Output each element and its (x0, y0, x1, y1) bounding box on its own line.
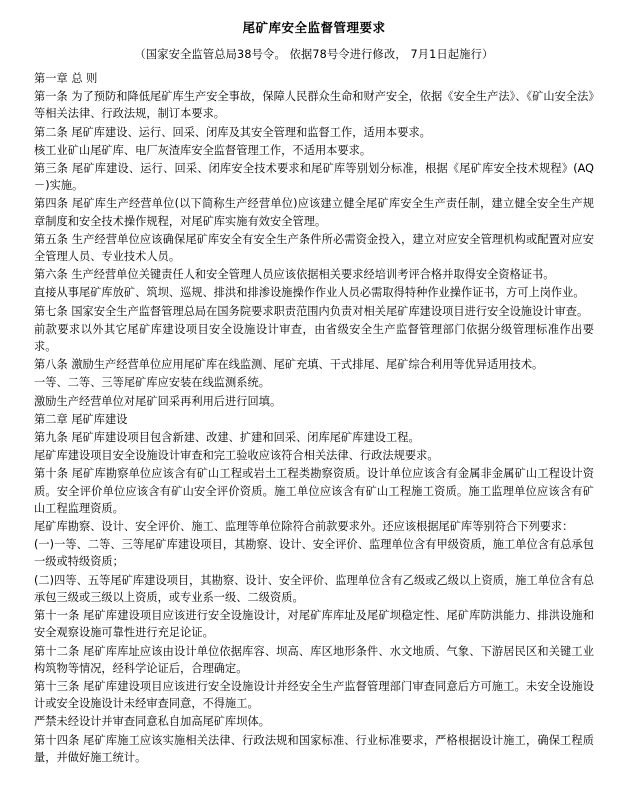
paragraph: (一)一等、二等、三等尾矿库建设项目，其勘察、设计、安全评价、监理单位含有甲级资质，施工单位含有总承包一级或特级资质； (34, 538, 594, 569)
paragraph: 直接从事尾矿库放矿、筑坝、巡规、排洪和排渗设施操作作业人员必需取得特种作业操作证书，方可上岗作业。 (34, 286, 585, 300)
paragraph: 第五条 生产经营单位应该确保尾矿库安全有安全生产条件所必需资金投入，建立对应安全管理机构或配置对应安全管理人员、专业技术人员。 (34, 232, 594, 264)
paragraph: 第十二条 尾矿库库址应该由设计单位依据库容、坝高、库区地形条件、水文地质、气象、下游居民区和关键工业构筑物等情况，经科学论证后，合理确定。 (34, 644, 594, 675)
paragraph: (二)四等、五等尾矿库建设项目，其勘察、设计、安全评价、监理单位含有乙级或乙级以上资质，施工单位含有总承包三级或三级以上资质，或专业系一级、二级资质。 (34, 573, 594, 604)
paragraph: 第三条 尾矿库建设、运行、回采、闭库安全技术要求和尾矿库等别划分标准，根据《尾矿库安全技术规程》(AQ－)实施。 (34, 162, 594, 193)
paragraph: 第六条 生产经营单位关键责任人和安全管理人员应该依据相关要求经培训考评合格并取得安全资格证书。 (34, 268, 555, 282)
paragraph: 第七条 国家安全生产监督管理总局在国务院要求职责范围内负责对相关尾矿库建设项目进行安全设施设计审查。 (34, 304, 589, 318)
paragraph: 第四条 尾矿库生产经营单位(以下简称生产经营单位)应该建立健全尾矿库安全生产责任制，建立健全安全生产规章制度和安全技术操作规程，对尾矿库实施有效安全管理。 (34, 197, 594, 228)
paragraph: 一等、二等、三等尾矿库应安装在线监测系统。 (34, 376, 270, 390)
paragraph: 前款要求以外其它尾矿库建设项目安全设施设计审查，由省级安全生产监督管理部门依据分级管理标准作出要求。 (34, 322, 594, 354)
paragraph: 激励生产经营单位对尾矿回采再利用后进行回填。 (34, 394, 282, 408)
paragraph: 第一条 为了预防和降低尾矿库生产安全事故，保障人民群众生命和财产安全，依据《安全生产法》、《矿山安全法》等相关法律、行政法规，制订本要求。 (34, 90, 594, 121)
paragraph: 第一章 总 则 (34, 72, 98, 85)
paragraph: 核工业矿山尾矿库、电厂灰渣库安全监督管理工作，不适用本要求。 (34, 143, 372, 157)
paragraph: 尾矿库建设项目安全设施设计审查和完工验收应该符合相关法律、行政法规要求。 (34, 449, 439, 463)
paragraph: 严禁未经设计并审查同意私自加高尾矿库坝体。 (34, 715, 270, 729)
paragraph: 第二条 尾矿库建设、运行、回采、闭库及其安全管理和监督工作，适用本要求。 (34, 125, 431, 139)
paragraph: 第二章 尾矿库建设 (34, 412, 128, 426)
document-subtitle: （国家安全监管总局38号令。 依据78号令进行修改， 7月1日起施行） (134, 48, 494, 61)
paragraph: 第九条 尾矿库建设项目包含新建、改建、扩建和回采、闭库尾矿库建设工程。 (34, 431, 420, 445)
paragraph: 第十四条 尾矿库施工应该实施相关法律、行政法规和国家标准、行业标准要求，严格根据设计施工，确保工程质量，并做好施工统计。 (34, 733, 594, 764)
paragraph: 第八条 激励生产经营单位应用尾矿库在线监测、尾矿充填、干式排尾、尾矿综合利用等优异适用技术。 (34, 358, 544, 372)
page-title: 尾矿库安全监督管理要求 (242, 20, 386, 35)
paragraph: 第十三条 尾矿库建设项目应该进行安全设施设计并经安全生产监督管理部门审查同意后方可施工。未安全设施设计或安全设施设计未经审查同意，不得施工。 (34, 679, 594, 711)
paragraph: 尾矿库勘察、设计、安全评价、施工、监理等单位除符合前款要求外。还应该根据尾矿库等别符合下列要求： (34, 520, 574, 534)
document-body (34, 70, 594, 766)
paragraph: 第十一条 尾矿库建设项目应该进行安全设施设计，对尾矿库库址及尾矿坝稳定性、尾矿库防洪能力、排洪设施和安全观察设施可靠性进行充足论证。 (34, 609, 594, 640)
paragraph: 第十条 尾矿库勘察单位应该含有矿山工程或岩土工程类勘察资质。设计单位应该含有金属非金属矿山工程设计资质。安全评价单位应该含有矿山安全评价资质。施工单位应该含有矿山工程施工资质。施工监理单位应该含有矿山工程监理资质。 (34, 467, 594, 515)
